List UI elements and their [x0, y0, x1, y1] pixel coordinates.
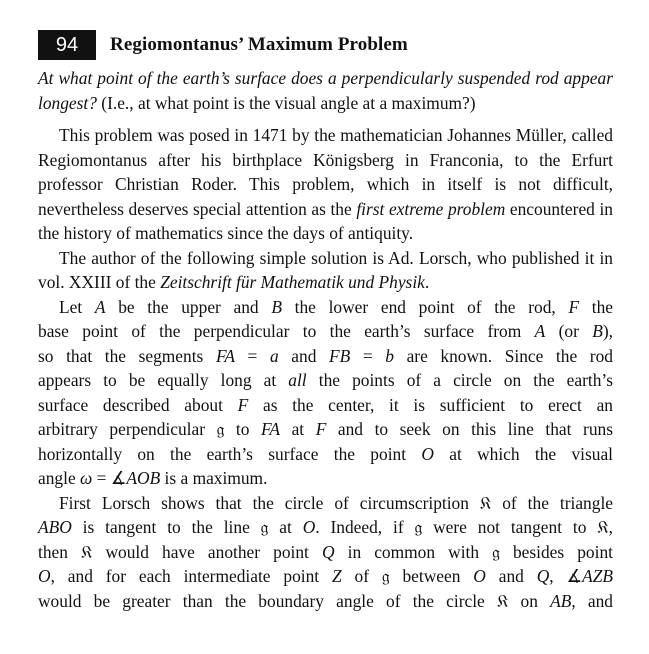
text-line: ABO is tangent to the line 𝔤 at O. Indeed, if 𝔤 were not tangent to 𝔎, — [38, 517, 613, 537]
text-line: base point of the perpendicular to the earth’s surface from A (or B), — [38, 321, 613, 341]
paragraph-text: The author of the following simple solution is Ad. Lorsch, who published it in vol. XXIII of the — [38, 247, 613, 292]
paragraph-proof — [38, 491, 613, 614]
text-line: appears to be equally long at all the points of a circle on the earth’s — [38, 370, 613, 390]
book-page — [38, 28, 613, 613]
paragraph-history — [38, 123, 613, 246]
text-line: Let A be the upper and B the lower end point of the rod, F the — [59, 296, 614, 317]
paragraph-author — [38, 246, 613, 295]
text-line: would be greater than the boundary angle of the circle 𝔎 on AB, and — [38, 590, 613, 611]
paragraph-text: encountered in the history of mathematics since the days of antiquity. — [38, 198, 613, 243]
question-plain: (I.e., at what point is the visual angle at a maximum?) — [96, 92, 476, 113]
question-italic: At what point of the earth’s surface does a perpendicularly suspended rod appear longest? — [38, 68, 613, 113]
problem-header — [38, 28, 613, 62]
text-line: surface described about F as the center, it is sufficient to erect an — [38, 394, 613, 415]
problem-title: Regiomontanus’ Maximum Problem — [110, 34, 408, 55]
text-line: angle ω = ∡AOB is a maximum. — [38, 468, 268, 488]
text-line: First Lorsch shows that the circle of circumscription 𝔎 of the triangle — [59, 492, 613, 513]
text-line: then 𝔎 would have another point Q in common with 𝔤 besides point — [38, 541, 613, 562]
journal-title: Zeitschrift für Mathematik und Physik — [160, 272, 425, 292]
paragraph-setup — [38, 295, 613, 491]
text-line: arbitrary perpendicular 𝔤 to FA at F and to seek on this line that runs — [38, 419, 614, 439]
problem-question — [38, 66, 613, 115]
problem-number-badge: 94 — [38, 30, 96, 60]
text-line: horizontally on the earth’s surface the point O at which the visual — [38, 443, 614, 464]
text-line: so that the segments FA = a and FB = b are known. Since the rod — [38, 345, 613, 366]
text-line: O, and for each intermediate point Z of 𝔤 between O and Q, ∡AZB — [38, 566, 613, 586]
paragraph-text: This problem was posed in 1471 by the mathematician Johannes Müller, called Regiomontanus after his birthplace Königsberg in Franconia, to the Erfurt professor Christian Roder. This problem, which in itself is not difficult, nevertheless deserves special attention as the — [38, 125, 613, 219]
paragraph-text: . — [424, 272, 430, 292]
emphasis-text: first extreme problem — [356, 198, 506, 219]
